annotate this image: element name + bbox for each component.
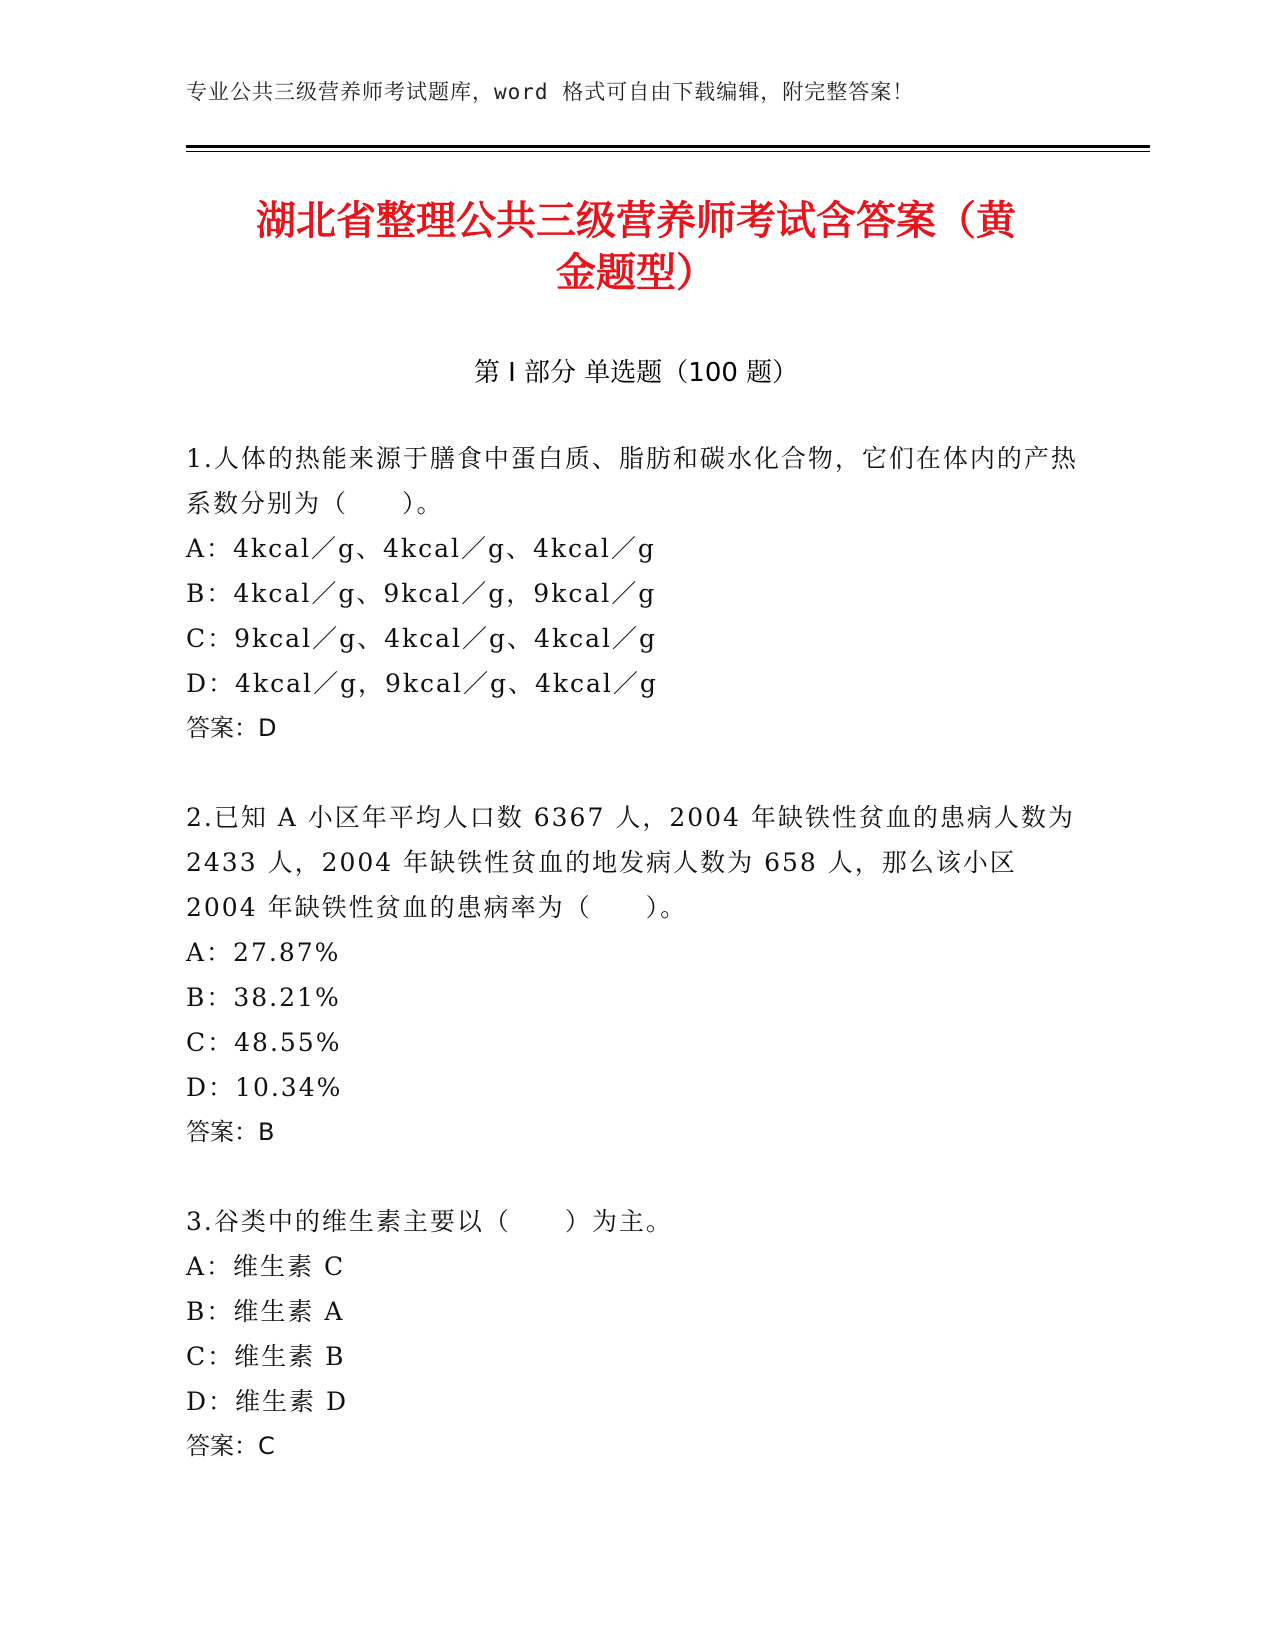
option-a: A：27.87%	[186, 938, 341, 967]
option-b: B：4kcal／g、9kcal／g，9kcal／g	[186, 579, 657, 608]
question-2	[186, 795, 1086, 1155]
question-1	[186, 436, 1086, 751]
document-title-line-1: 湖北省整理公共三级营养师考试含答案（黄	[256, 198, 1016, 244]
section-heading: 第 I 部分 单选题（100 题）	[473, 358, 799, 388]
option-c: C：48.55%	[186, 1028, 342, 1057]
option-d: D：10.34%	[186, 1073, 343, 1102]
document-title-line-2: 金题型）	[556, 250, 716, 296]
answer: 答案：D	[186, 714, 277, 742]
option-d: D：4kcal／g，9kcal／g、4kcal／g	[186, 669, 658, 698]
option-c: C：9kcal／g、4kcal／g、4kcal／g	[186, 624, 658, 653]
option-d: D：维生素 D	[186, 1387, 349, 1416]
question-list	[186, 436, 1086, 1513]
answer: 答案：C	[186, 1432, 275, 1460]
option-b: B：38.21%	[186, 983, 341, 1012]
option-a: A：4kcal／g、4kcal／g、4kcal／g	[186, 534, 656, 563]
option-b: B：维生素 A	[186, 1297, 345, 1326]
header-divider-thin	[186, 151, 1150, 152]
header-note: 专业公共三级营养师考试题库，word 格式可自由下载编辑，附完整答案！	[186, 80, 915, 104]
option-c: C：维生素 B	[186, 1342, 346, 1371]
header-divider	[186, 145, 1150, 148]
document-title	[186, 195, 1086, 299]
question-stem: 1.人体的热能来源于膳食中蛋白质、脂肪和碳水化合物，它们在体内的产热系数分别为（ ）。	[186, 444, 1078, 518]
question-stem: 3.谷类中的维生素主要以（ ）为主。	[186, 1207, 673, 1236]
question-3	[186, 1199, 1086, 1469]
question-stem: 2.已知 A 小区年平均人口数 6367 人，2004 年缺铁性贫血的患病人数为 2433 人，2004 年缺铁性贫血的地发病人数为 658 人，那么该小区 2004 年缺铁性贫血的患病率为（ ）。	[186, 803, 1075, 922]
answer: 答案：B	[186, 1118, 275, 1146]
option-a: A：维生素 C	[186, 1252, 346, 1281]
